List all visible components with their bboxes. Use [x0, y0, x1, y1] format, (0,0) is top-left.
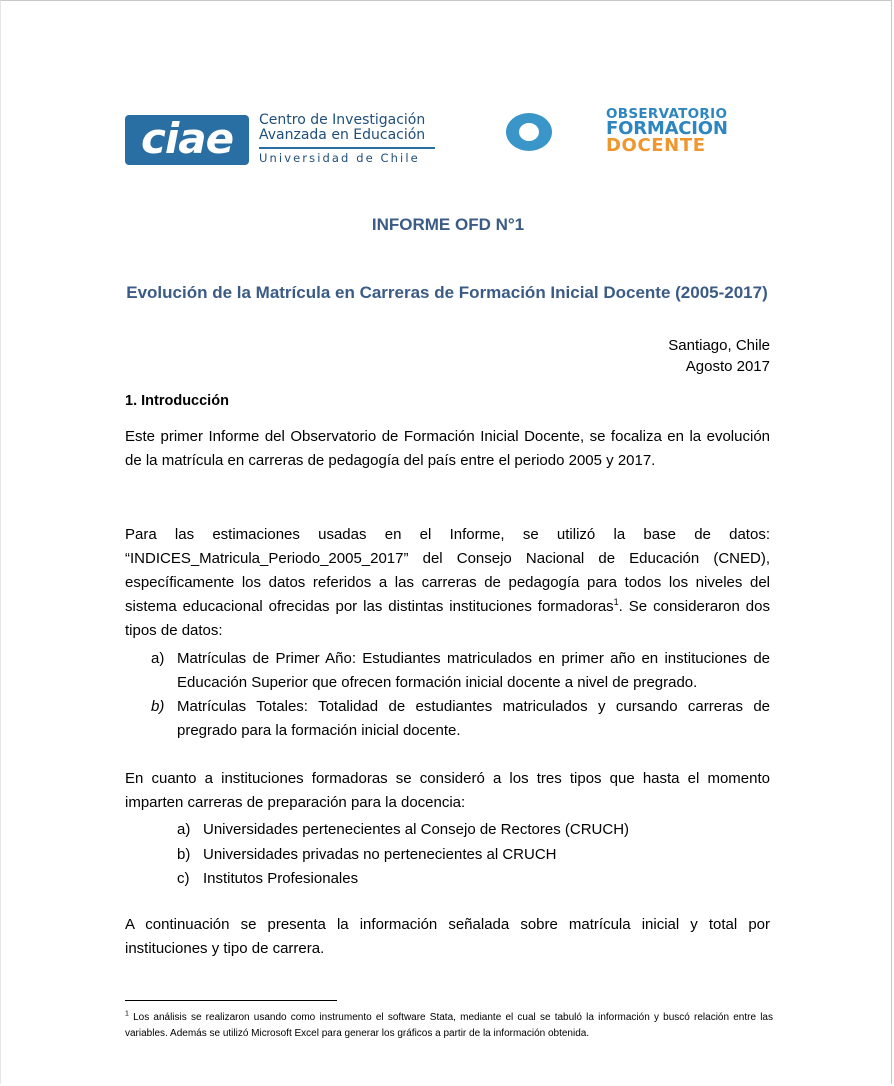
data-source-paragraph	[125, 523, 770, 643]
report-title: INFORME OFD N°1	[371, 215, 525, 234]
document-title: Evolución de la Matrícula en Carreras de Formación Inicial Docente (2005-2017)	[126, 283, 768, 302]
ciae-logo-text	[259, 113, 439, 165]
ofd-logo-line3: DOCENTE	[606, 135, 706, 156]
ofd-logo-mark	[544, 111, 608, 153]
list-item-text: Universidades privadas no pertenecientes al CRUCH	[203, 845, 557, 863]
footnote-reference[interactable]: 1	[613, 597, 619, 607]
list-item	[125, 867, 770, 892]
ofd-logo	[506, 107, 766, 157]
ciae-logo-mark	[125, 115, 249, 165]
footnote-divider	[125, 1000, 337, 1001]
data-source-text-end: . Se consideraron dos tipos de datos:	[125, 598, 770, 639]
ciae-logo	[125, 113, 437, 171]
list-item	[125, 647, 770, 695]
list-item-text: Universidades pertenecientes al Consejo de Rectores (CRUCH)	[203, 821, 630, 838]
list-item	[125, 818, 770, 843]
list-marker: b)	[177, 845, 191, 863]
list-marker: a)	[151, 650, 165, 667]
list-item	[125, 843, 770, 868]
place: Santiago, Chile	[668, 337, 770, 354]
date: Agosto 2017	[685, 358, 770, 375]
section-heading: 1. Introducción	[125, 393, 229, 409]
ciae-logo-line3: Universidad de Chile	[259, 151, 420, 165]
intro-paragraph: Este primer Informe del Observatorio de Formación Inicial Docente, se focaliza en la evolución de la matrícula en carreras de pedagogía del país entre el periodo 2005 y 2017.	[125, 428, 770, 469]
ciae-logo-mark-text: ciae	[140, 114, 234, 163]
list-marker: a)	[177, 821, 191, 838]
footnote-number: 1	[125, 1010, 129, 1018]
ofd-logo-line2: FORMACIÓN	[606, 118, 728, 139]
ciae-logo-line1: Centro de Investigación	[259, 112, 426, 128]
data-types-list	[125, 647, 770, 743]
list-item	[125, 695, 770, 743]
institutions-paragraph: En cuanto a instituciones formadoras se consideró a los tres tipos que hasta el momento imparten carreras de preparación para la docencia:	[125, 770, 770, 811]
list-item-text: Matrículas de Primer Año: Estudiantes matriculados en primer año en instituciones de Educación Superior que ofrecen formación inicial docente a nivel de pregrado.	[177, 650, 770, 691]
footnote-text: Los análisis se realizaron usando como instrumento el software Stata, mediante el cual se tabuló la información y buscó relación entre las variables. Además se utilizó Microsoft Excel para generar los gráficos a partir de la información obtenida.	[125, 1012, 773, 1039]
list-item-text: Matrículas Totales: Totalidad de estudiantes matriculados y cursando carreras de pregrado para la formación inicial docente.	[177, 698, 770, 739]
list-item-text: Institutos Profesionales	[203, 870, 359, 887]
ciae-logo-line2: Avanzada en Educación	[259, 127, 426, 143]
ciae-logo-divider	[259, 147, 435, 149]
ofd-logo-line1: OBSERVATORIO	[606, 106, 728, 122]
institutions-list	[125, 818, 770, 892]
list-marker: c)	[177, 870, 190, 887]
ofd-logo-text	[606, 107, 766, 155]
place-date	[125, 335, 770, 377]
footnote	[125, 1010, 773, 1042]
data-source-text: Para las estimaciones usadas en el Informe, se utilizó la base de datos: “INDICES_Matricula_Periodo_2005_2017” del Consejo Nacional de Educación (CNED), específicamente los datos referidos a las carreras de pedagogía para todos los niveles del sistema educacional ofrecidas por las distintas instituciones formadoras	[125, 526, 770, 615]
closing-paragraph: A continuación se presenta la información señalada sobre matrícula inicial y total por instituciones y tipo de carrera.	[125, 916, 770, 957]
list-marker: b)	[151, 698, 165, 715]
